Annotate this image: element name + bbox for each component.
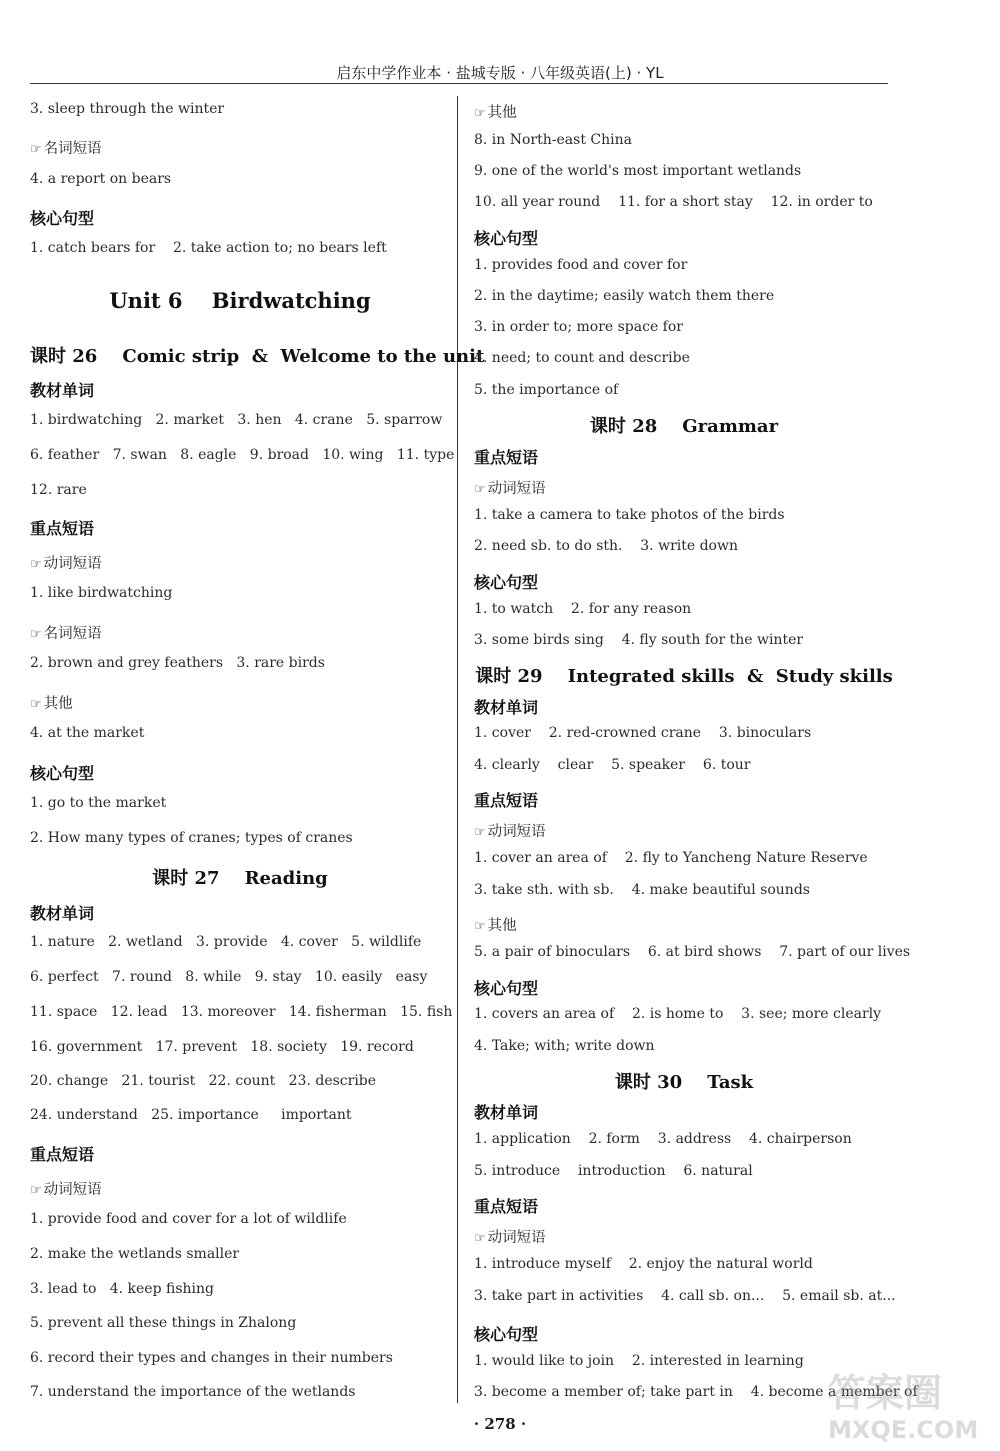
lesson-heading: 课时 27 Reading [152,868,328,889]
list-item: 3. some birds sing 4. fly south for the winter [474,632,804,648]
list-item: 1. cover 2. red-crowned crane 3. binoculars [474,725,812,741]
subsection-label [30,137,102,158]
subsection-label [30,622,102,643]
list-item: 5. introduce introduction 6. natural [474,1163,753,1179]
pointing-hand-icon: ☞ [30,142,42,157]
section-heading: 教材单词 [474,698,539,717]
list-item: 1. provide food and cover for a lot of wildlife [30,1211,347,1227]
list-item: 5. the importance of [474,382,619,398]
pointing-hand-icon: ☞ [30,697,42,712]
list-item: 1. cover an area of 2. fly to Yancheng Nature Reserve [474,850,868,866]
list-item: 3. sleep through the winter [30,101,225,117]
pointing-hand-icon: ☞ [474,1231,486,1246]
subsection-label [30,1178,102,1199]
section-heading: 教材单词 [474,1103,539,1122]
section-heading: 教材单词 [30,904,95,923]
list-item: 1. like birdwatching [30,585,173,601]
section-heading: 重点短语 [30,1145,95,1164]
section-heading: 核心句型 [30,209,95,228]
section-heading: 核心句型 [474,1325,539,1344]
watermark-line1: 答案圈 [828,1371,943,1415]
subsection-text: 其他 [487,918,517,934]
subsection-label [474,820,546,841]
column-divider [457,96,458,1403]
list-item: 4. Take; with; write down [474,1038,655,1054]
section-heading: 重点短语 [474,1197,539,1216]
list-item: 2. brown and grey feathers 3. rare birds [30,655,325,671]
list-item: 4. need; to count and describe [474,350,690,366]
list-item: 1. go to the market [30,795,167,811]
section-heading: 重点短语 [30,519,95,538]
subsection-label [474,914,517,935]
pointing-hand-icon: ☞ [474,919,486,934]
pointing-hand-icon: ☞ [30,627,42,642]
list-item: 4. at the market [30,725,145,741]
lesson-heading: 课时 28 Grammar [589,416,779,437]
page-number: · 278 · [473,1415,527,1433]
subsection-text: 其他 [487,105,517,121]
header-rule [30,83,888,84]
subsection-text: 名词短语 [43,626,102,642]
section-heading: 核心句型 [30,764,95,783]
subsection-text: 动词短语 [487,824,546,840]
list-item: 1. birdwatching 2. market 3. hen 4. crane 5. sparrow [30,412,443,428]
list-item: 4. clearly clear 5. speaker 6. tour [474,757,751,773]
list-item: 1. provides food and cover for [474,257,688,273]
pointing-hand-icon: ☞ [30,557,42,572]
section-heading: 教材单词 [30,381,95,400]
list-item: 20. change 21. tourist 22. count 23. describe [30,1073,377,1089]
list-item: 3. lead to 4. keep fishing [30,1281,215,1297]
list-item: 1. nature 2. wetland 3. provide 4. cover 5. wildlife [30,934,422,950]
lesson-heading: 课时 26 Comic strip & Welcome to the unit [30,346,485,367]
pointing-hand-icon: ☞ [474,825,486,840]
subsection-label [474,101,517,122]
list-item: 1. take a camera to take photos of the birds [474,507,785,523]
pointing-hand-icon: ☞ [474,106,486,121]
list-item: 10. all year round 11. for a short stay 12. in order to [474,194,873,210]
pointing-hand-icon: ☞ [30,1183,42,1198]
list-item: 6. record their types and changes in their numbers [30,1350,393,1366]
watermark-logo [820,1362,980,1444]
subsection-label [30,692,73,713]
list-item: 1. application 2. form 3. address 4. chairperson [474,1131,852,1147]
list-item: 2. How many types of cranes; types of cranes [30,830,353,846]
list-item: 11. space 12. lead 13. moreover 14. fisherman 15. fish [30,1004,453,1020]
list-item: 7. understand the importance of the wetlands [30,1384,356,1400]
list-item: 24. understand 25. importance important [30,1107,352,1123]
list-item: 3. in order to; more space for [474,319,683,335]
list-item: 6. perfect 7. round 8. while 9. stay 10. easily easy [30,969,428,985]
section-heading: 重点短语 [474,791,539,810]
list-item: 6. feather 7. swan 8. eagle 9. broad 10. wing 11. type [30,447,455,463]
list-item: 3. take sth. with sb. 4. make beautiful sounds [474,882,810,898]
subsection-text: 其他 [43,696,73,712]
unit-title: Unit 6 Birdwatching [109,288,371,313]
section-heading: 核心句型 [474,573,539,592]
list-item: 12. rare [30,482,87,498]
section-heading: 重点短语 [474,448,539,467]
subsection-label [30,552,102,573]
list-item: 8. in North-east China [474,132,632,148]
list-item: 1. introduce myself 2. enjoy the natural world [474,1256,813,1272]
subsection-label [474,1226,546,1247]
section-heading: 核心句型 [474,979,539,998]
list-item: 4. a report on bears [30,171,172,187]
subsection-text: 动词短语 [487,1230,546,1246]
subsection-text: 动词短语 [487,481,546,497]
subsection-text: 动词短语 [43,556,102,572]
list-item: 1. to watch 2. for any reason [474,601,692,617]
list-item: 9. one of the world's most important wetlands [474,163,802,179]
watermark-line2: MXQE.COM [828,1416,979,1444]
list-item: 1. covers an area of 2. is home to 3. see; more clearly [474,1006,882,1022]
list-item: 3. become a member of; take part in 4. become a member of [474,1384,918,1400]
list-item: 2. make the wetlands smaller [30,1246,240,1262]
subsection-text: 动词短语 [43,1182,102,1198]
list-item: 2. need sb. to do sth. 3. write down [474,538,738,554]
list-item: 3. take part in activities 4. call sb. on... 5. email sb. at... [474,1288,896,1304]
lesson-heading: 课时 29 Integrated skills & Study skills [475,666,893,687]
running-header: 启东中学作业本 · 盐城专版 · 八年级英语(上) · YL [336,64,664,82]
list-item: 1. would like to join 2. interested in learning [474,1353,804,1369]
lesson-heading: 课时 30 Task [614,1072,754,1093]
subsection-text: 名词短语 [43,141,102,157]
list-item: 2. in the daytime; easily watch them there [474,288,775,304]
section-heading: 核心句型 [474,229,539,248]
list-item: 5. a pair of binoculars 6. at bird shows 7. part of our lives [474,944,911,960]
pointing-hand-icon: ☞ [474,482,486,497]
list-item: 5. prevent all these things in Zhalong [30,1315,297,1331]
subsection-label [474,477,546,498]
list-item: 16. government 17. prevent 18. society 19. record [30,1039,414,1055]
list-item: 1. catch bears for 2. take action to; no bears left [30,240,387,256]
